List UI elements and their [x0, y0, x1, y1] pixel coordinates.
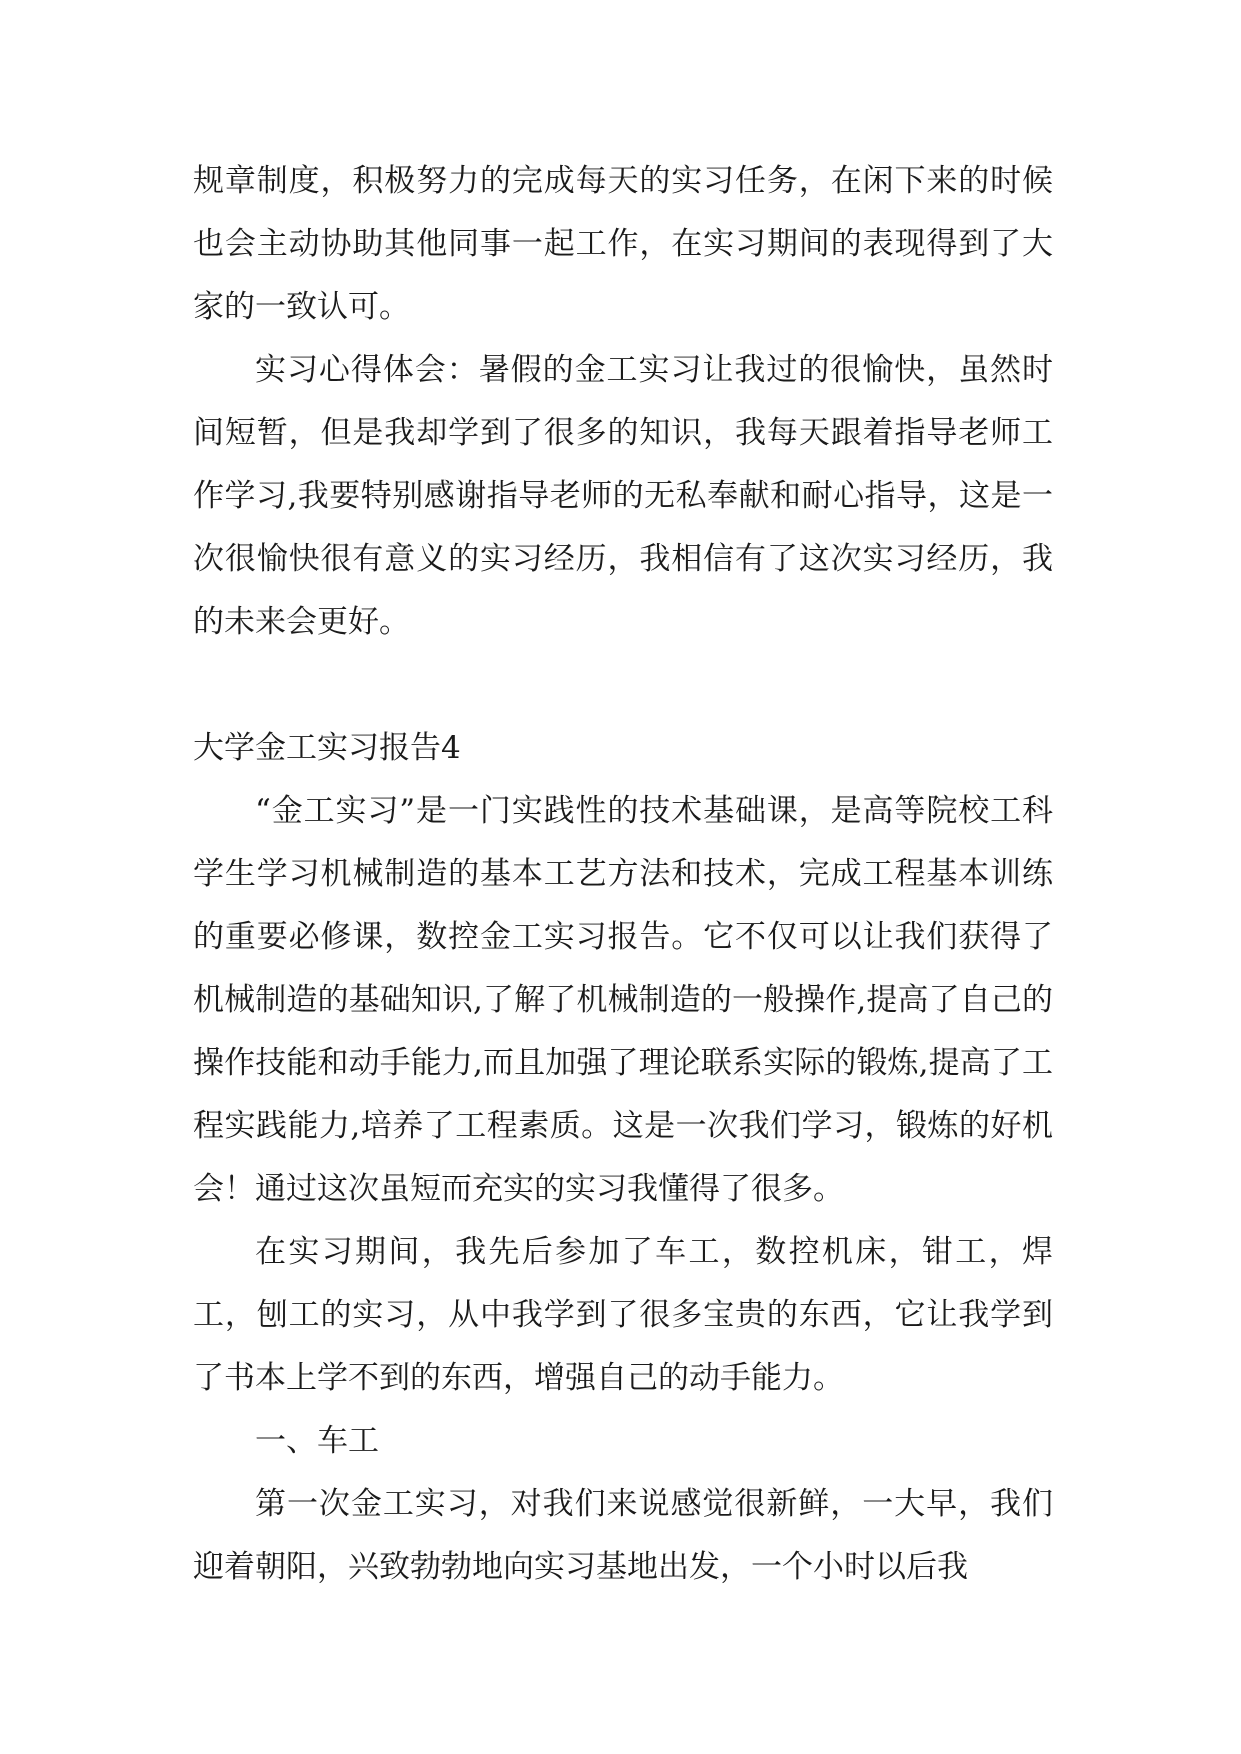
document-body — [193, 150, 1053, 1599]
paragraph-continuation: 规章制度，积极努力的完成每天的实习任务，在闲下来的时候也会主动协助其他同事一起工作，在实习期间的表现得到了大家的一致认可。 — [193, 163, 1053, 325]
paragraph-internship-reflection: 实习心得体会：暑假的金工实习让我过的很愉快，虽然时间短暂，但是我却学到了很多的知识，我每天跟着指导老师工作学习,我要特别感谢指导老师的无私奉献和耐心指导，这是一次很愉快很有意义的实习经历，我相信有了这次实习经历，我的未来会更好。 — [193, 352, 1053, 640]
section-heading: 大学金工实习报告4 — [193, 730, 461, 766]
paragraph-first-day: 第一次金工实习，对我们来说感觉很新鲜，一大早，我们迎着朝阳，兴致勃勃地向实习基地出发，一个小时以后我 — [193, 1486, 1053, 1585]
subsection-heading-lathe: 一、车工 — [255, 1423, 379, 1459]
paragraph-introduction: “金工实习”是一门实践性的技术基础课，是高等院校工科学生学习机械制造的基本工艺方法和技术，完成工程基本训练的重要必修课，数控金工实习报告。它不仅可以让我们获得了机械制造的基础知识,了解了机械制造的一般操作,提高了自己的操作技能和动手能力,而且加强了理论联系实际的锻炼,提高了工程实践能力,培养了工程素质。这是一次我们学习，锻炼的好机会！通过这次虽短而充实的实习我懂得了很多。 — [193, 793, 1053, 1207]
paragraph-internship-period: 在实习期间，我先后参加了车工，数控机床，钳工，焊工，刨工的实习，从中我学到了很多宝贵的东西，它让我学到了书本上学不到的东西，增强自己的动手能力。 — [193, 1234, 1053, 1396]
